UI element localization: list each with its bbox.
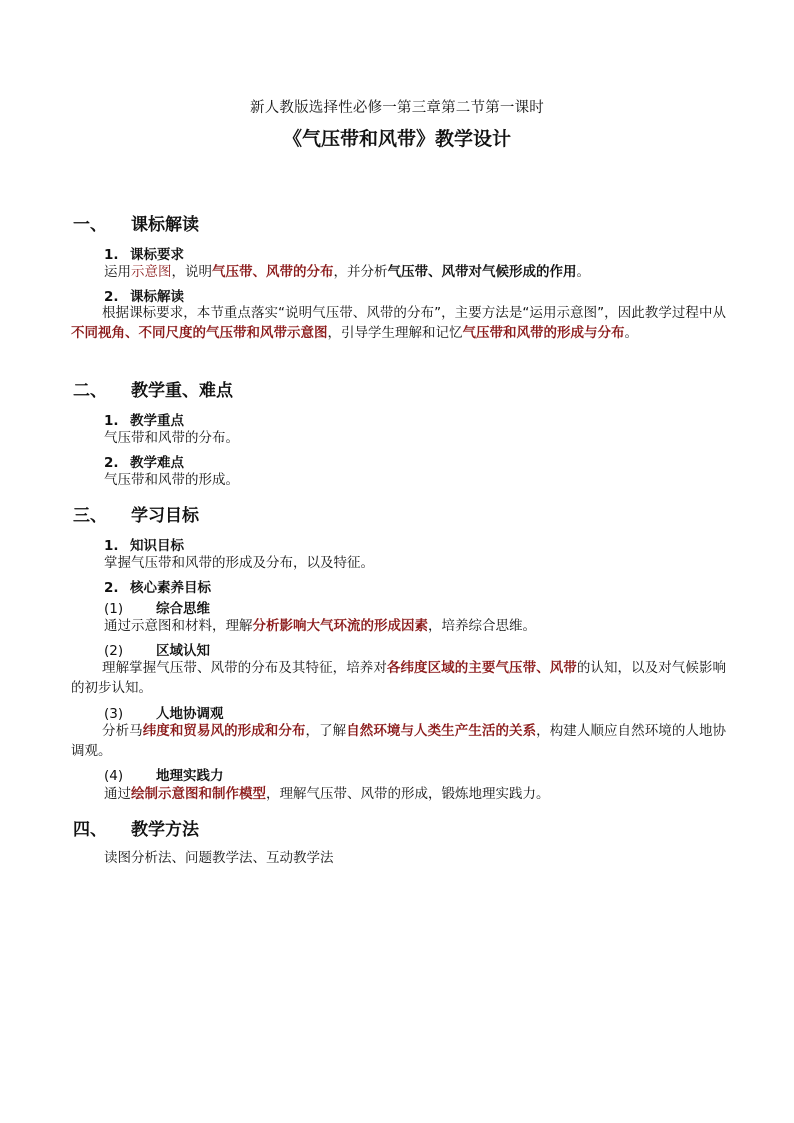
subheading-title: 教学难点 [130, 455, 184, 471]
section-heading-1 [73, 210, 199, 235]
paragraph-item-2 [71, 658, 726, 698]
section-title: 学习目标 [131, 506, 199, 526]
item-title: 区域认知 [156, 643, 210, 659]
document-title: 《气压带和风带》教学设计 [282, 128, 511, 150]
subheading-title: 课标解读 [130, 289, 184, 305]
item-heading-4 [104, 764, 224, 784]
subheading-number: 1. [104, 413, 119, 429]
highlight-span: 示意图 [131, 264, 172, 280]
text-span: 通过 [104, 786, 131, 802]
text-span: ，培养综合思维。 [428, 618, 536, 634]
text-span: ，构建人顺应自然环境的人地协调观。 [71, 723, 727, 759]
section-title: 教学方法 [131, 820, 199, 840]
section-number: 四、 [73, 820, 107, 840]
paragraph-item-1 [104, 616, 536, 636]
subheading-2-1 [104, 409, 184, 429]
subheading-title: 教学重点 [130, 413, 184, 429]
highlight-span: 不同视角、不同尺度的气压带和风带示意图 [71, 325, 328, 341]
section-title: 教学重、难点 [131, 381, 233, 401]
text-span: ，了解 [305, 723, 347, 739]
subheading-1-2 [104, 285, 184, 305]
highlight-span: 各纬度区域的主要气压带、风带 [386, 660, 577, 676]
paragraph-teaching-methods: 读图分析法、问题教学法、互动教学法 [104, 850, 334, 866]
text-span: 理解掌握气压带、风带的分布及其特征，培养对 [102, 660, 387, 676]
item-heading-2 [104, 639, 210, 659]
highlight-span: 绘制示意图和制作模型 [131, 786, 266, 802]
highlight-span: 自然环境与人类生产生活的关系 [346, 723, 537, 739]
text-span: 。 [624, 325, 638, 341]
text-span: ，并分析 [333, 264, 388, 280]
text-span: 的认知，以及对气候影响的初步认知。 [71, 660, 727, 696]
text-span: 根据课标要求，本节重点落实“说明气压带、风带的分布”，主要方法是“运用示意图”，因此教学过程中从 [102, 305, 726, 321]
paragraph-curriculum-requirement [104, 262, 590, 282]
subheading-3-1 [104, 534, 184, 554]
subheading-number: 1. [104, 538, 119, 554]
item-title: 人地协调观 [156, 706, 224, 722]
subheading-title: 核心素养目标 [130, 580, 211, 596]
highlight-span: 分析影响大气环流的形成因素 [252, 618, 428, 634]
section-heading-4 [73, 815, 199, 840]
highlight-span: 纬度和贸易风的形成和分布 [142, 723, 306, 739]
subheading-3-2 [104, 576, 211, 596]
paragraph-item-4 [104, 784, 550, 804]
highlight-span: 气压带、风带的分布 [212, 264, 334, 280]
highlight-span: 气压带和风带的形成与分布 [462, 325, 625, 341]
subheading-title: 知识目标 [130, 538, 184, 554]
item-number: (4) [104, 768, 124, 784]
section-heading-2 [73, 376, 233, 401]
text-span: 。 [576, 264, 590, 280]
subheading-number: 2. [104, 455, 119, 471]
subheading-number: 1. [104, 247, 119, 263]
paragraph-knowledge-goal: 掌握气压带和风带的形成及分布，以及特征。 [104, 555, 374, 571]
section-number: 二、 [73, 381, 107, 401]
text-span: ，说明 [171, 264, 212, 280]
item-number: (2) [104, 643, 124, 659]
paragraph-key-point: 气压带和风带的分布。 [104, 430, 239, 446]
subheading-2-2 [104, 451, 184, 471]
item-heading-3 [104, 702, 224, 722]
section-heading-3 [73, 501, 199, 526]
text-span: 运用 [104, 264, 131, 280]
text-span: ，理解气压带、风带的形成，锻炼地理实践力。 [266, 786, 550, 802]
section-title: 课标解读 [131, 215, 199, 235]
document-subtitle: 新人教版选择性必修一第三章第二节第一课时 [250, 100, 544, 116]
section-number: 三、 [73, 506, 107, 526]
item-number: (3) [104, 706, 124, 722]
item-title: 地理实践力 [156, 768, 224, 784]
paragraph-difficulty: 气压带和风带的形成。 [104, 472, 239, 488]
text-span: ，引导学生理解和记忆 [327, 325, 463, 341]
section-number: 一、 [73, 215, 107, 235]
bold-span: 气压带、风带对气候形成的作用 [387, 264, 577, 280]
text-span: 分析马 [102, 723, 143, 739]
item-number: (1) [104, 601, 124, 617]
paragraph-item-3 [71, 721, 726, 761]
subheading-1-1 [104, 243, 184, 263]
paragraph-curriculum-interpretation [71, 303, 726, 343]
subheading-number: 2. [104, 580, 119, 596]
subheading-number: 2. [104, 289, 119, 305]
subheading-title: 课标要求 [130, 247, 184, 263]
item-title: 综合思维 [156, 601, 210, 617]
item-heading-1 [104, 597, 210, 617]
text-span: 通过示意图和材料，理解 [104, 618, 253, 634]
